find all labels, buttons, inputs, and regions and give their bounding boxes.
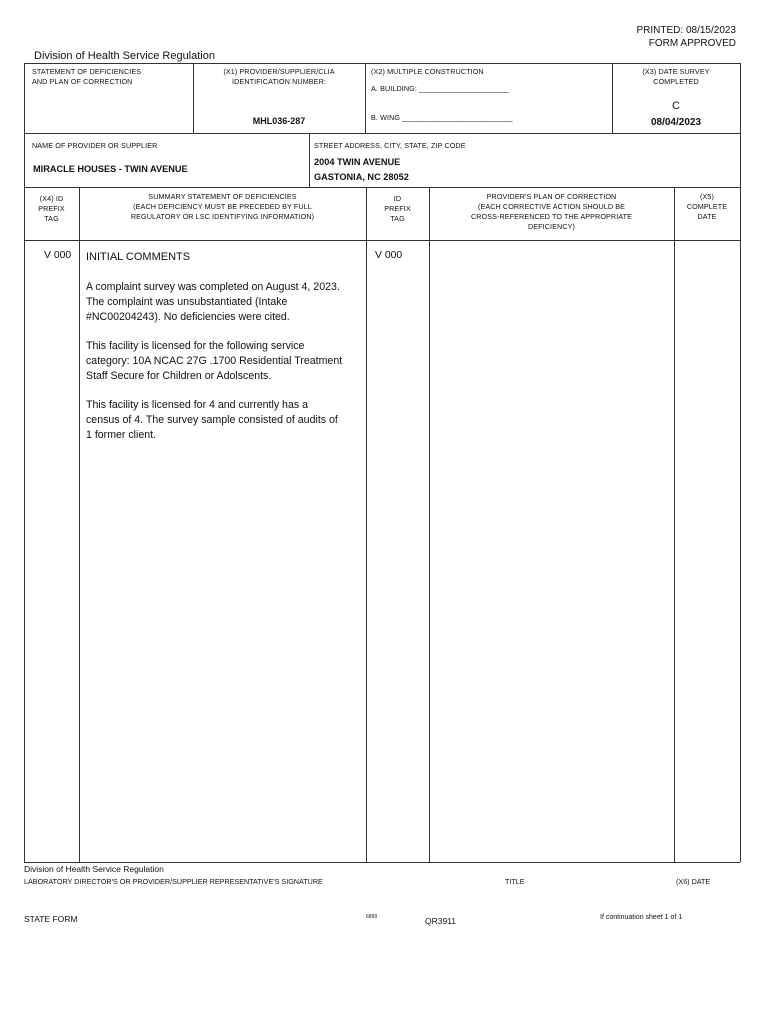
provider-label: NAME OF PROVIDER OR SUPPLIER <box>32 141 158 150</box>
summary-header: SUMMARY STATEMENT OF DEFICIENCIES (EACH DEFICIENCY MUST BE PRECEDED BY FULL REGULATORY OR LSC IDENTIFYING INFORMATION) <box>130 192 315 221</box>
right-tag: V 000 <box>375 250 403 261</box>
footer-division: Division of Health Service Regulation <box>24 864 164 874</box>
wing-field: B. WING ___________________________ <box>371 113 513 122</box>
x2-label: (X2) MULTIPLE CONSTRUCTION <box>371 67 484 76</box>
paragraph: This facility is licensed for 4 and currently has a census of 4. The survey sample consisted of audits of 1 former client. <box>86 399 338 441</box>
date-label: (X6) DATE <box>676 877 711 886</box>
paragraph: A complaint survey was completed on August 4, 2023. The complaint was unsubstantiated (Intake #NC00204243). No deficiencies were cited. <box>86 281 340 323</box>
form-status: FORM APPROVED <box>648 38 736 49</box>
survey-date: 08/04/2023 <box>650 117 702 128</box>
left-tag: V 000 <box>44 250 72 261</box>
initial-comments-heading: INITIAL COMMENTS <box>86 251 191 263</box>
form-code: 6899 <box>366 914 378 920</box>
title-label: TITLE <box>505 877 525 886</box>
statement-label: STATEMENT OF DEFICIENCIES AND PLAN OF CORRECTION <box>32 67 142 86</box>
plan-header: PROVIDER'S PLAN OF CORRECTION (EACH CORRECTIVE ACTION SHOULD BE CROSS-REFERENCED TO THE APPROPRIATE DEFICIENCY) <box>470 192 633 231</box>
printed-date: PRINTED: 08/15/2023 <box>636 25 736 36</box>
paragraph: This facility is licensed for the following service category: 10A NCAC 27G .1700 Residential Treatment Staff Secure for Children or Adolscents. <box>86 340 343 382</box>
x5-header: (X5) COMPLETE DATE <box>686 192 728 221</box>
signature-label: LABORATORY DIRECTOR'S OR PROVIDER/SUPPLIER REPRESENTATIVE'S SIGNATURE <box>24 877 323 886</box>
division-title: Division of Health Service Regulation <box>34 50 215 62</box>
address-line2: GASTONIA, NC 28052 <box>314 172 409 182</box>
address-label: STREET ADDRESS, CITY, STATE, ZIP CODE <box>314 141 466 150</box>
x3-label: (X3) DATE SURVEY COMPLETED <box>642 67 710 86</box>
comments-body <box>86 280 344 457</box>
address-line1: 2004 TWIN AVENUE <box>314 157 401 167</box>
state-form-label: STATE FORM <box>24 914 78 924</box>
continuation-sheet: If continuation sheet 1 of 1 <box>600 914 683 921</box>
form-id: QR3911 <box>425 916 457 926</box>
x4-header: (X4) ID PREFIX TAG <box>38 194 65 223</box>
id-header: ID PREFIX TAG <box>384 194 411 223</box>
survey-code: C <box>672 100 680 112</box>
provider-id: MHL036-287 <box>252 116 306 126</box>
building-field: A. BUILDING: ______________________ <box>371 84 510 93</box>
x1-label: (X1) PROVIDER/SUPPLIER/CLIA IDENTIFICATION NUMBER: <box>223 67 335 86</box>
provider-name: MIRACLE HOUSES - TWIN AVENUE <box>33 164 188 174</box>
